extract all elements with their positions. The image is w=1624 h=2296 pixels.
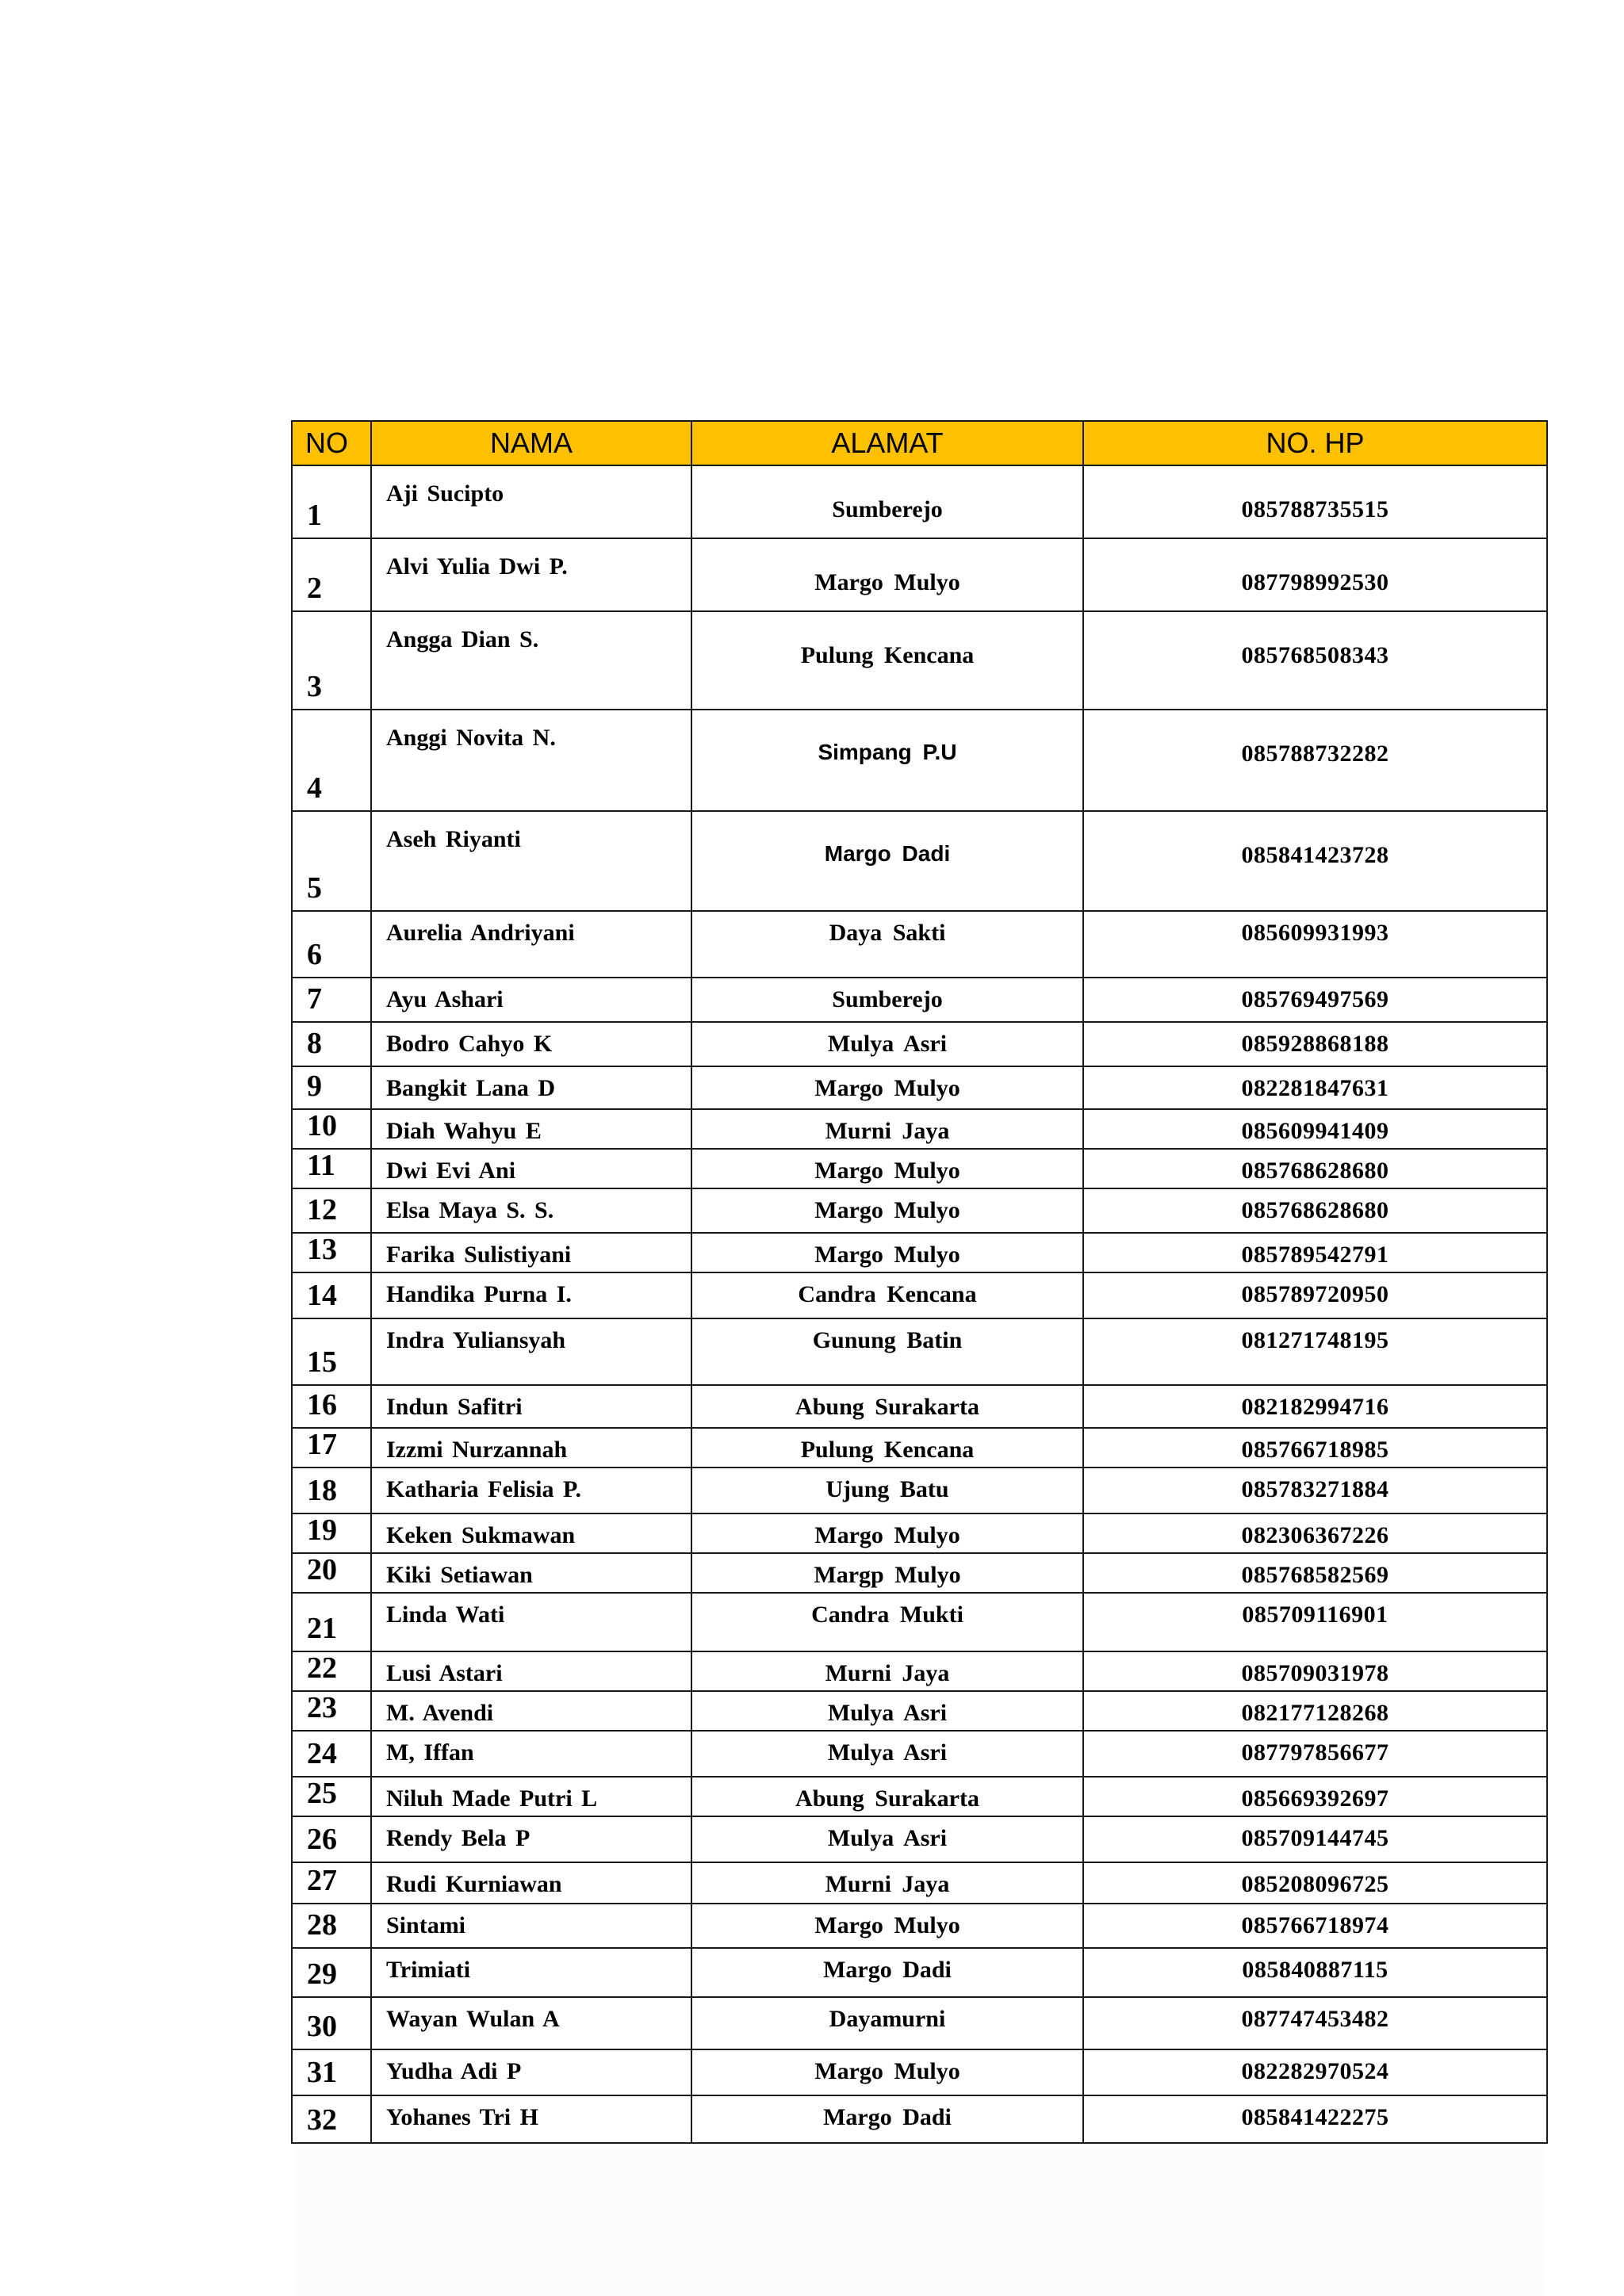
row-address: Pulung Kencana (691, 611, 1083, 710)
table-row (292, 710, 1547, 811)
row-address: Daya Sakti (691, 911, 1083, 978)
row-number: 25 (292, 1777, 371, 1816)
row-name: Dwi Evi Ani (371, 1149, 691, 1188)
table-row (292, 1997, 1547, 2049)
table-row (292, 1862, 1547, 1904)
row-name: Handika Purna I. (371, 1272, 691, 1318)
row-phone: 085709031978 (1083, 1651, 1547, 1691)
row-number: 13 (292, 1233, 371, 1272)
row-number: 3 (292, 611, 371, 710)
row-address: Mulya Asri (691, 1022, 1083, 1066)
table-row (292, 465, 1547, 538)
row-address: Margo Mulyo (691, 538, 1083, 611)
table-row (292, 1731, 1547, 1777)
row-phone: 085208096725 (1083, 1862, 1547, 1904)
table-row (292, 1066, 1547, 1109)
row-name: Trimiati (371, 1948, 691, 1997)
table-row (292, 811, 1547, 911)
row-number: 7 (292, 978, 371, 1022)
table-row (292, 978, 1547, 1022)
row-number: 12 (292, 1188, 371, 1233)
row-phone: 085841423728 (1083, 811, 1547, 911)
row-number: 4 (292, 710, 371, 811)
row-address: Margo Dadi (691, 2095, 1083, 2143)
table-row (292, 2095, 1547, 2143)
row-name: Indra Yuliansyah (371, 1318, 691, 1385)
row-phone: 085669392697 (1083, 1777, 1547, 1816)
row-number: 28 (292, 1904, 371, 1948)
row-address: Margo Mulyo (691, 1149, 1083, 1188)
row-number: 6 (292, 911, 371, 978)
row-name: Farika Sulistiyani (371, 1233, 691, 1272)
row-number: 8 (292, 1022, 371, 1066)
row-number: 9 (292, 1066, 371, 1109)
row-address: Margo Dadi (691, 1948, 1083, 1997)
table-row (292, 1385, 1547, 1428)
row-name: Niluh Made Putri L (371, 1777, 691, 1816)
row-address: Simpang P.U (691, 710, 1083, 811)
row-address: Abung Surakarta (691, 1385, 1083, 1428)
row-phone: 082177128268 (1083, 1691, 1547, 1731)
row-name: Yudha Adi P (371, 2049, 691, 2095)
row-phone: 085788735515 (1083, 465, 1547, 538)
row-phone: 082182994716 (1083, 1385, 1547, 1428)
row-name: Wayan Wulan A (371, 1997, 691, 2049)
row-name: Aji Sucipto (371, 465, 691, 538)
row-number: 27 (292, 1862, 371, 1904)
row-phone: 087747453482 (1083, 1997, 1547, 2049)
row-number: 15 (292, 1318, 371, 1385)
contact-table (291, 420, 1548, 2144)
row-number: 24 (292, 1731, 371, 1777)
row-phone: 082282970524 (1083, 2049, 1547, 2095)
row-address: Dayamurni (691, 1997, 1083, 2049)
table-row (292, 1948, 1547, 1997)
row-number: 17 (292, 1428, 371, 1468)
row-name: Lusi Astari (371, 1651, 691, 1691)
row-address: Margp Mulyo (691, 1553, 1083, 1593)
row-number: 30 (292, 1997, 371, 2049)
table-row (292, 1691, 1547, 1731)
row-phone: 085766718985 (1083, 1428, 1547, 1468)
row-phone: 087798992530 (1083, 538, 1547, 611)
row-name: Elsa Maya S. S. (371, 1188, 691, 1233)
row-number: 5 (292, 811, 371, 911)
row-name: M. Avendi (371, 1691, 691, 1731)
row-name: Diah Wahyu E (371, 1109, 691, 1149)
row-number: 26 (292, 1816, 371, 1862)
row-phone: 085788732282 (1083, 710, 1547, 811)
row-number: 23 (292, 1691, 371, 1731)
row-address: Margo Mulyo (691, 1904, 1083, 1948)
row-phone: 085789720950 (1083, 1272, 1547, 1318)
table-row (292, 1553, 1547, 1593)
row-phone: 085768508343 (1083, 611, 1547, 710)
table-row (292, 1904, 1547, 1948)
row-number: 20 (292, 1553, 371, 1593)
row-name: Katharia Felisia P. (371, 1468, 691, 1513)
row-phone: 085841422275 (1083, 2095, 1547, 2143)
row-name: Sintami (371, 1904, 691, 1948)
row-name: M, Iffan (371, 1731, 691, 1777)
row-address: Pulung Kencana (691, 1428, 1083, 1468)
row-phone: 082281847631 (1083, 1066, 1547, 1109)
row-phone: 085766718974 (1083, 1904, 1547, 1948)
table-row (292, 1777, 1547, 1816)
row-name: Keken Sukmawan (371, 1513, 691, 1553)
table-row (292, 1816, 1547, 1862)
table-row (292, 1149, 1547, 1188)
row-number: 1 (292, 465, 371, 538)
table-row (292, 1188, 1547, 1233)
header-hp: NO. HP (1083, 421, 1547, 465)
row-number: 10 (292, 1109, 371, 1149)
row-name: Linda Wati (371, 1593, 691, 1651)
row-address: Candra Kencana (691, 1272, 1083, 1318)
row-phone: 085768628680 (1083, 1188, 1547, 1233)
header-no: NO (292, 421, 371, 465)
row-phone: 085928868188 (1083, 1022, 1547, 1066)
table-row (292, 911, 1547, 978)
row-name: Kiki Setiawan (371, 1553, 691, 1593)
row-name: Rudi Kurniawan (371, 1862, 691, 1904)
row-name: Indun Safitri (371, 1385, 691, 1428)
row-number: 19 (292, 1513, 371, 1553)
row-number: 31 (292, 2049, 371, 2095)
row-name: Angga Dian S. (371, 611, 691, 710)
row-phone: 087797856677 (1083, 1731, 1547, 1777)
table-row (292, 1022, 1547, 1066)
row-address: Margo Mulyo (691, 1066, 1083, 1109)
row-phone: 085709116901 (1083, 1593, 1547, 1651)
table-row (292, 1109, 1547, 1149)
row-number: 14 (292, 1272, 371, 1318)
row-phone: 085609931993 (1083, 911, 1547, 978)
row-number: 32 (292, 2095, 371, 2143)
row-phone: 085609941409 (1083, 1109, 1547, 1149)
row-number: 18 (292, 1468, 371, 1513)
page-shade (295, 2147, 1545, 2296)
row-number: 16 (292, 1385, 371, 1428)
row-address: Mulya Asri (691, 1816, 1083, 1862)
row-phone: 085709144745 (1083, 1816, 1547, 1862)
row-phone: 085769497569 (1083, 978, 1547, 1022)
table-row (292, 538, 1547, 611)
table-row (292, 1318, 1547, 1385)
row-address: Murni Jaya (691, 1862, 1083, 1904)
row-address: Margo Mulyo (691, 2049, 1083, 2095)
row-address: Margo Mulyo (691, 1513, 1083, 1553)
row-name: Bangkit Lana D (371, 1066, 691, 1109)
row-phone: 085768582569 (1083, 1553, 1547, 1593)
row-address: Gunung Batin (691, 1318, 1083, 1385)
row-address: Sumberejo (691, 978, 1083, 1022)
row-address: Murni Jaya (691, 1651, 1083, 1691)
row-phone: 082306367226 (1083, 1513, 1547, 1553)
row-number: 11 (292, 1149, 371, 1188)
row-address: Margo Dadi (691, 811, 1083, 911)
row-address: Margo Mulyo (691, 1188, 1083, 1233)
row-address: Murni Jaya (691, 1109, 1083, 1149)
row-phone: 085783271884 (1083, 1468, 1547, 1513)
row-name: Yohanes Tri H (371, 2095, 691, 2143)
row-name: Izzmi Nurzannah (371, 1428, 691, 1468)
row-name: Ayu Ashari (371, 978, 691, 1022)
row-number: 22 (292, 1651, 371, 1691)
row-address: Abung Surakarta (691, 1777, 1083, 1816)
table-row (292, 1468, 1547, 1513)
table-row (292, 1593, 1547, 1651)
table-row (292, 611, 1547, 710)
row-name: Aseh Riyanti (371, 811, 691, 911)
row-address: Candra Mukti (691, 1593, 1083, 1651)
row-phone: 085840887115 (1083, 1948, 1547, 1997)
header-nama: NAMA (371, 421, 691, 465)
header-alamat: ALAMAT (691, 421, 1083, 465)
table-row (292, 1233, 1547, 1272)
header-row (292, 421, 1547, 465)
table-row (292, 1513, 1547, 1553)
table-row (292, 1428, 1547, 1468)
row-name: Aurelia Andriyani (371, 911, 691, 978)
row-number: 2 (292, 538, 371, 611)
table-header (292, 421, 1547, 465)
row-number: 29 (292, 1948, 371, 1997)
table-row (292, 2049, 1547, 2095)
row-phone: 085768628680 (1083, 1149, 1547, 1188)
row-address: Ujung Batu (691, 1468, 1083, 1513)
row-address: Margo Mulyo (691, 1233, 1083, 1272)
row-name: Rendy Bela P (371, 1816, 691, 1862)
row-phone: 081271748195 (1083, 1318, 1547, 1385)
row-name: Anggi Novita N. (371, 710, 691, 811)
table-row (292, 1272, 1547, 1318)
row-name: Bodro Cahyo K (371, 1022, 691, 1066)
table-body (292, 465, 1547, 2143)
row-name: Alvi Yulia Dwi P. (371, 538, 691, 611)
row-address: Sumberejo (691, 465, 1083, 538)
row-number: 21 (292, 1593, 371, 1651)
table-row (292, 1651, 1547, 1691)
row-address: Mulya Asri (691, 1691, 1083, 1731)
row-address: Mulya Asri (691, 1731, 1083, 1777)
row-phone: 085789542791 (1083, 1233, 1547, 1272)
